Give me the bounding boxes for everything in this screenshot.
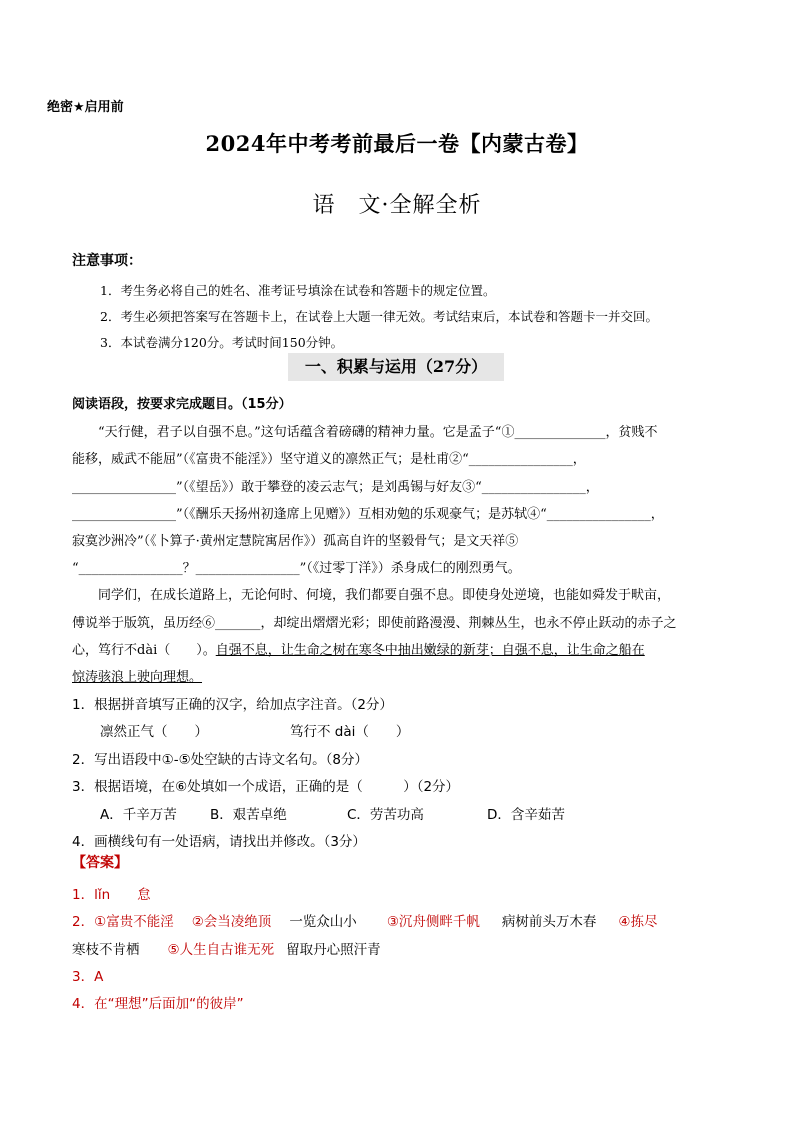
answer-3: 3．A	[72, 969, 104, 985]
note-item: 1．考生务必将自己的姓名、准考证号填涂在试卷和答题卡的规定位置。	[100, 283, 496, 298]
passage-line: ________________”（《酬乐天扬州初逢席上见赠》）互相劝勉的乐观豪气；是苏轼④“________________，	[72, 507, 664, 522]
answer-2-part: ③沉舟侧畔千帆	[386, 914, 480, 930]
answer-2-part: ④拣尽	[618, 914, 658, 930]
answer-1: 1．lǐn 怠	[72, 887, 151, 903]
question-3-option-d: D．含辛茹苦	[487, 807, 565, 823]
answer-2-part: ②会当凌绝顶	[191, 914, 272, 930]
answer-2-part: 2．①富贵不能淫	[72, 914, 174, 930]
answer-2-line-2	[72, 938, 381, 958]
passage-line: “天行健，君子以自强不息。”这句话蕴含着磅礴的精神力量。它是孟子“①______________，贫贱不	[72, 425, 658, 440]
passage-line: 寂寞沙洲冷”（《卜算子·黄州定慧院寓居作》）孤高自许的坚毅骨气；是文天祥⑤	[72, 534, 519, 549]
note-item: 3．本试卷满分120分。考试时间150分钟。	[100, 335, 344, 350]
answer-2-part: 一览众山小	[289, 914, 357, 930]
answer-2-part: ⑤人生自古谁无死	[167, 942, 275, 958]
question-1-blank-b: 笃行不 dài（ ）	[290, 724, 410, 740]
answer-2-part: 寒枝不肯栖	[72, 942, 140, 958]
question-2: 2．写出语段中①-⑤处空缺的古诗文名句。（8分）	[72, 752, 369, 768]
section-instruction: 阅读语段，按要求完成题目。（15分）	[72, 397, 292, 412]
confidential-label: 绝密★启用前	[47, 100, 124, 115]
question-1-blank-a: 凛然正气（ ）	[100, 724, 208, 740]
note-item: 2．考生必须把答案写在答题卡上，在试卷上大题一律无效。考试结束后，本试卷和答题卡一并交回。	[100, 309, 658, 324]
question-3-option-a: A．千辛万苦	[100, 807, 177, 823]
passage-line	[72, 639, 645, 658]
question-3: 3．根据语境，在⑥处填如一个成语，正确的是（ ）（2分）	[72, 779, 460, 795]
passage-line: 同学们，在成长道路上，无论何时、何境，我们都要自强不息。即使身处逆境，也能如舜发于畎亩，	[72, 588, 671, 603]
exam-title: 2024年中考考前最后一卷【内蒙古卷】	[205, 131, 589, 156]
question-4: 4．画横线句有一处语病，请找出并修改。（3分）	[72, 834, 366, 850]
answer-2-part: 病树前头万木春	[501, 914, 597, 930]
notes-heading: 注意事项：	[72, 253, 142, 269]
answer-2-part: 留取丹心照汗青	[286, 942, 381, 958]
passage-line: 能移，威武不能屈”（《富贵不能淫》）坚守道义的凛然正气；是杜甫②“________________，	[72, 452, 586, 467]
passage-line: 傅说举于版筑，虽历经⑥_______，却绽出熠熠光彩；即使前路漫漫、荆棘丛生，也永不停止跃动的赤子之	[72, 616, 677, 631]
passage-line: ________________”（《望岳》）敢于攀登的凌云志气；是刘禹锡与好友③“________________，	[72, 480, 599, 495]
section-heading: 一、积累与运用（27分）	[288, 353, 504, 381]
underlined-sentence: 惊涛骇浪上驶向理想。	[72, 670, 203, 685]
question-3-option-c: C．劳苦功高	[347, 807, 424, 823]
exam-subtitle: 语 文·全解全析	[312, 193, 482, 218]
underlined-sentence: 自强不息，让生命之树在寒冬中抽出嫩绿的新芽；自强不息，让生命之船在	[215, 643, 645, 658]
question-3-option-b: B．艰苦卓绝	[210, 807, 287, 823]
passage-text: 心，笃行不dài（ ）。	[72, 643, 216, 658]
answer-2-line-1	[72, 910, 658, 930]
answer-heading: 【答案】	[72, 855, 128, 871]
answer-4: 4．在“理想”后面加“的彼岸”	[72, 996, 244, 1012]
question-1: 1．根据拼音填写正确的汉字，给加点字注音。（2分）	[72, 697, 393, 713]
passage-line: “________________？________________”（《过零丁洋》）杀身成仁的刚烈勇气。	[72, 561, 521, 576]
